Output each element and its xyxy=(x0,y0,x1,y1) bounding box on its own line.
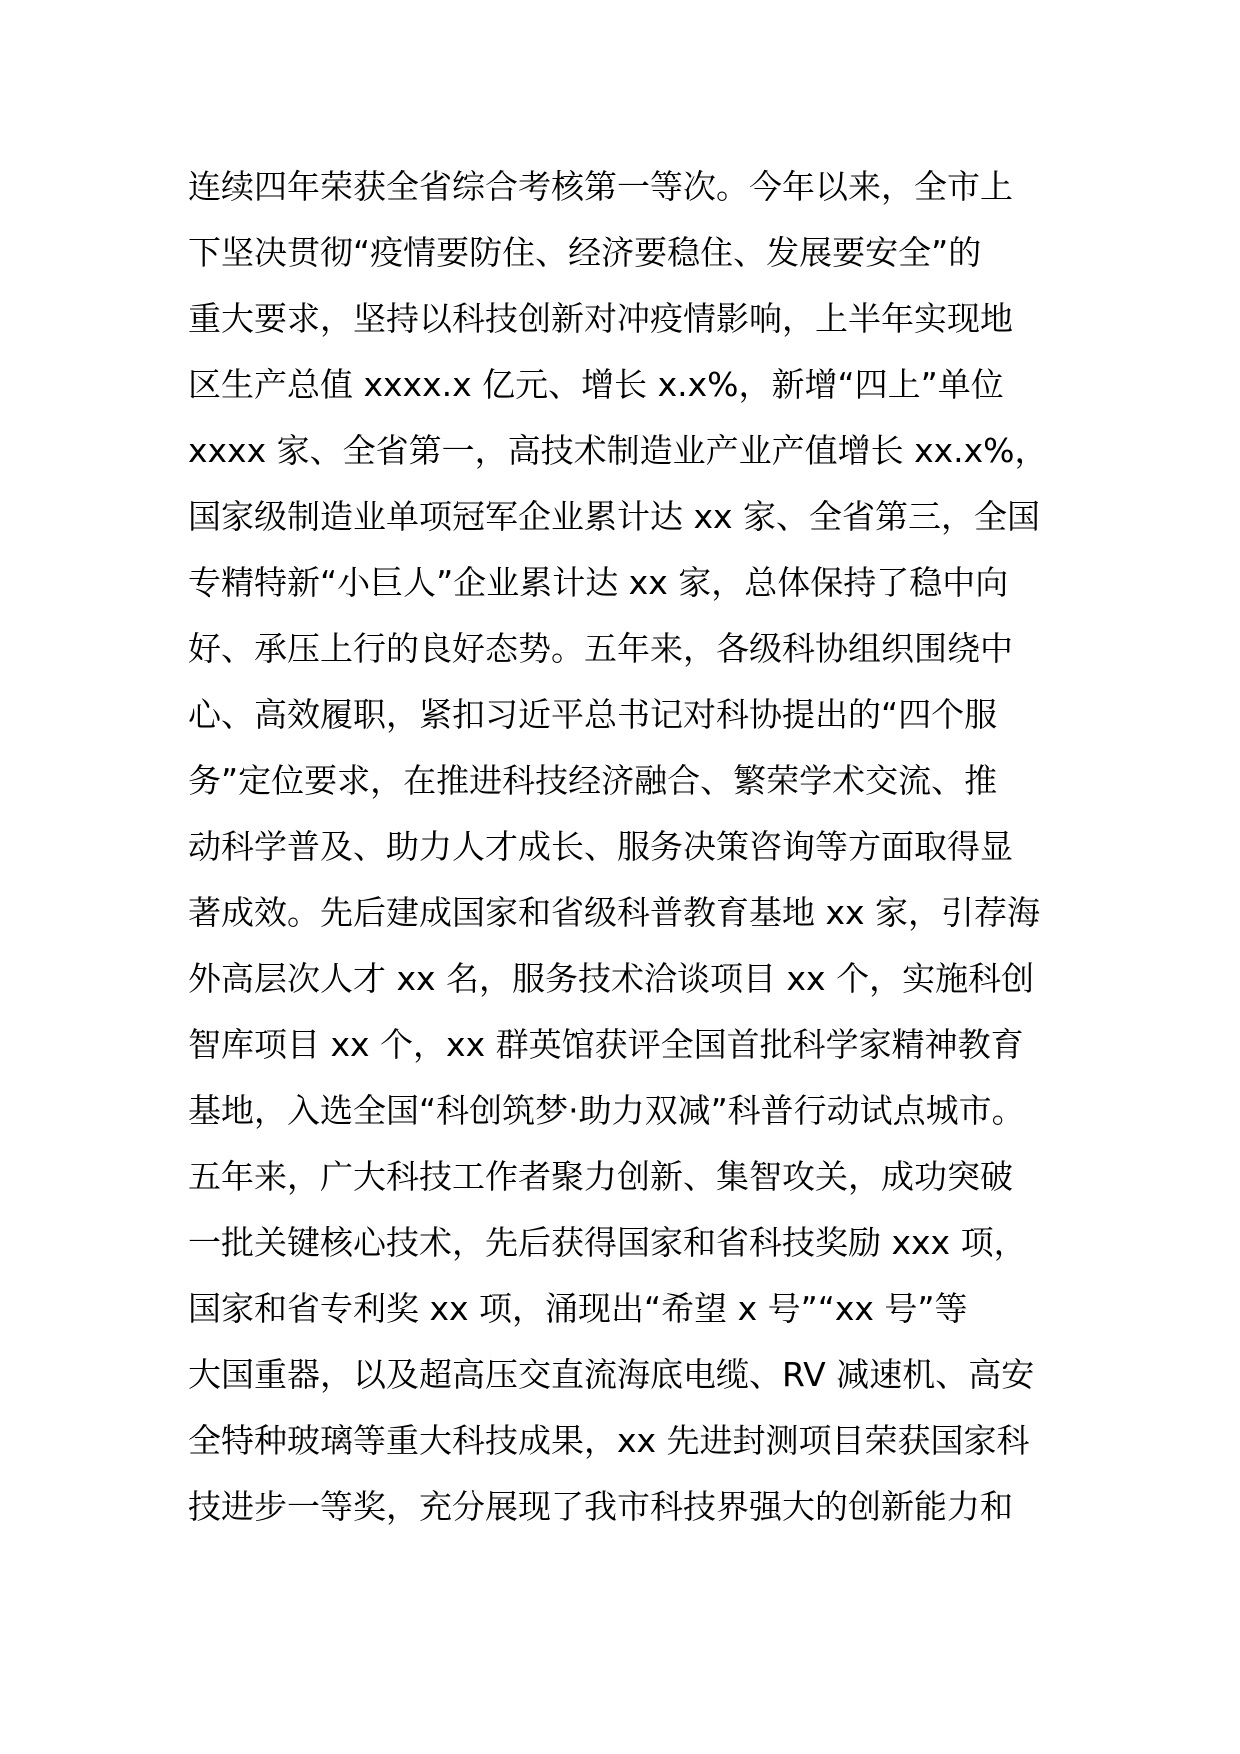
text-line: 国家级制造业单项冠军企业累计达 xx 家、全省第三，全国 xyxy=(188,497,1041,536)
text-line: 智库项目 xx 个，xx 群英馆获评全国首批科学家精神教育 xyxy=(188,1025,1024,1064)
text-line: 技进步一等奖，充分展现了我市科技界强大的创新能力和 xyxy=(188,1487,1013,1526)
text-line: 一批关键核心技术，先后获得国家和省科技奖励 xxx 项， xyxy=(188,1223,1027,1262)
text-line: 好、承压上行的良好态势。五年来，各级科协组织围绕中 xyxy=(188,629,1013,668)
body-paragraph xyxy=(188,154,1068,1540)
text-line: 重大要求，坚持以科技创新对冲疫情影响，上半年实现地 xyxy=(188,299,1013,338)
text-line: 区生产总值 xxxx.x 亿元、增长 x.x%，新增“四上”单位 xyxy=(188,365,1004,404)
text-line: 国家和省专利奖 xx 项，涌现出“希望 x 号”“xx 号”等 xyxy=(188,1289,968,1328)
text-line: 下坚决贯彻“疫情要防住、经济要稳住、发展要安全”的 xyxy=(188,233,982,272)
text-line: 五年来，广大科技工作者聚力创新、集智攻关，成功突破 xyxy=(188,1157,1013,1196)
text-line: xxxx 家、全省第一，高技术制造业产业产值增长 xx.x%， xyxy=(188,431,1048,470)
text-line: 外高层次人才 xx 名，服务技术洽谈项目 xx 个，实施科创 xyxy=(188,959,1035,998)
text-line: 务”定位要求，在推进科技经济融合、繁荣学术交流、推 xyxy=(188,761,998,800)
text-line: 大国重器，以及超高压交直流海底电缆、RV 减速机、高安 xyxy=(188,1355,1035,1394)
text-line: 基地，入选全国“科创筑梦·助力双减”科普行动试点城市。 xyxy=(188,1091,1025,1130)
text-line: 全特种玻璃等重大科技成果，xx 先进封测项目荣获国家科 xyxy=(188,1421,1030,1460)
text-line: 著成效。先后建成国家和省级科普教育基地 xx 家，引荐海 xyxy=(188,893,1041,932)
text-line: 动科学普及、助力人才成长、服务决策咨询等方面取得显 xyxy=(188,827,1013,866)
text-line: 连续四年荣获全省综合考核第一等次。今年以来，全市上 xyxy=(188,167,1013,206)
text-line: 专精特新“小巨人”企业累计达 xx 家，总体保持了稳中向 xyxy=(188,563,1009,602)
text-line: 心、高效履职，紧扣习近平总书记对科协提出的“四个服 xyxy=(188,695,998,734)
